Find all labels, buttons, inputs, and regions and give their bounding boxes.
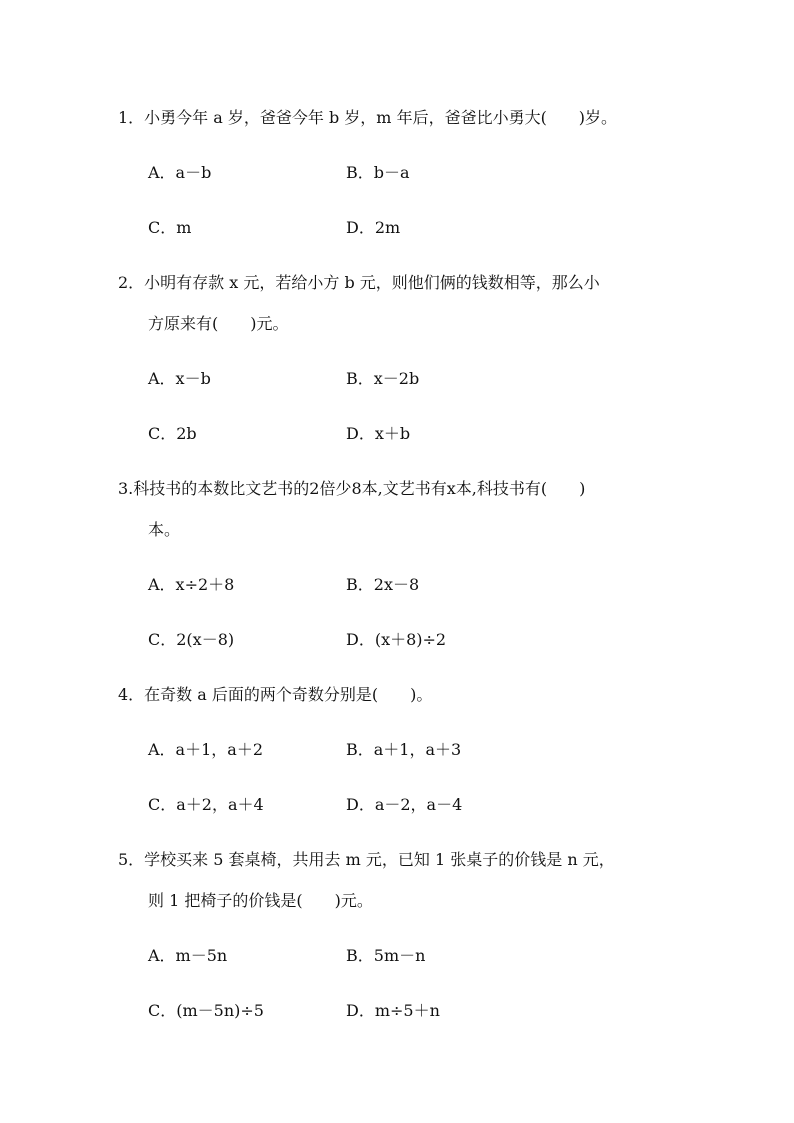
- question-2-option-c: C．2b: [148, 424, 197, 443]
- question-1-text: 1．小勇今年 a 岁，爸爸今年 b 岁，m 年后，爸爸比小勇大( )岁。: [118, 108, 618, 127]
- question-4-option-c: C．a＋2，a＋4: [148, 795, 264, 814]
- question-5-option-c: C．(m－5n)÷5: [148, 1001, 264, 1020]
- question-2-option-b: B．x－2b: [346, 369, 420, 388]
- question-4-option-d: D．a－2，a－4: [346, 795, 463, 814]
- question-5-option-d: D．m÷5＋n: [346, 1001, 440, 1020]
- question-4-text: 4．在奇数 a 后面的两个奇数分别是( )。: [118, 685, 433, 704]
- question-5-option-a: A．m－5n: [148, 946, 228, 965]
- question-4-option-a: A．a＋1，a＋2: [148, 740, 263, 759]
- question-3-option-d: D．(x＋8)÷2: [346, 630, 447, 649]
- question-3-option-a: A．x÷2＋8: [148, 575, 235, 594]
- question-5-text-line-2: 则 1 把椅子的价钱是( )元。: [148, 891, 373, 910]
- question-4-option-b: B．a＋1，a＋3: [346, 740, 462, 759]
- question-1-option-c: C．m: [148, 218, 192, 237]
- question-5-option-b: B．5m－n: [346, 946, 426, 965]
- question-2-text-line-1: 2．小明有存款 x 元，若给小方 b 元，则他们俩的钱数相等，那么小: [118, 273, 600, 292]
- question-3-text-line-1: 3.科技书的本数比文艺书的2倍少8本,文艺书有x本,科技书有( ): [118, 479, 586, 498]
- question-2-text-line-2: 方原来有( )元。: [148, 314, 289, 333]
- question-2-option-a: A．x－b: [148, 369, 211, 388]
- question-3-text-line-2: 本。: [148, 520, 181, 539]
- question-5-text-line-1: 5．学校买来 5 套桌椅，共用去 m 元，已知 1 张桌子的价钱是 n 元，: [118, 850, 615, 869]
- question-1-option-d: D．2m: [346, 218, 401, 237]
- question-3-option-b: B．2x－8: [346, 575, 420, 594]
- question-1-option-b: B．b－a: [346, 163, 410, 182]
- question-3-option-c: C．2(x－8): [148, 630, 235, 649]
- question-1-option-a: A．a－b: [148, 163, 212, 182]
- question-2-option-d: D．x＋b: [346, 424, 411, 443]
